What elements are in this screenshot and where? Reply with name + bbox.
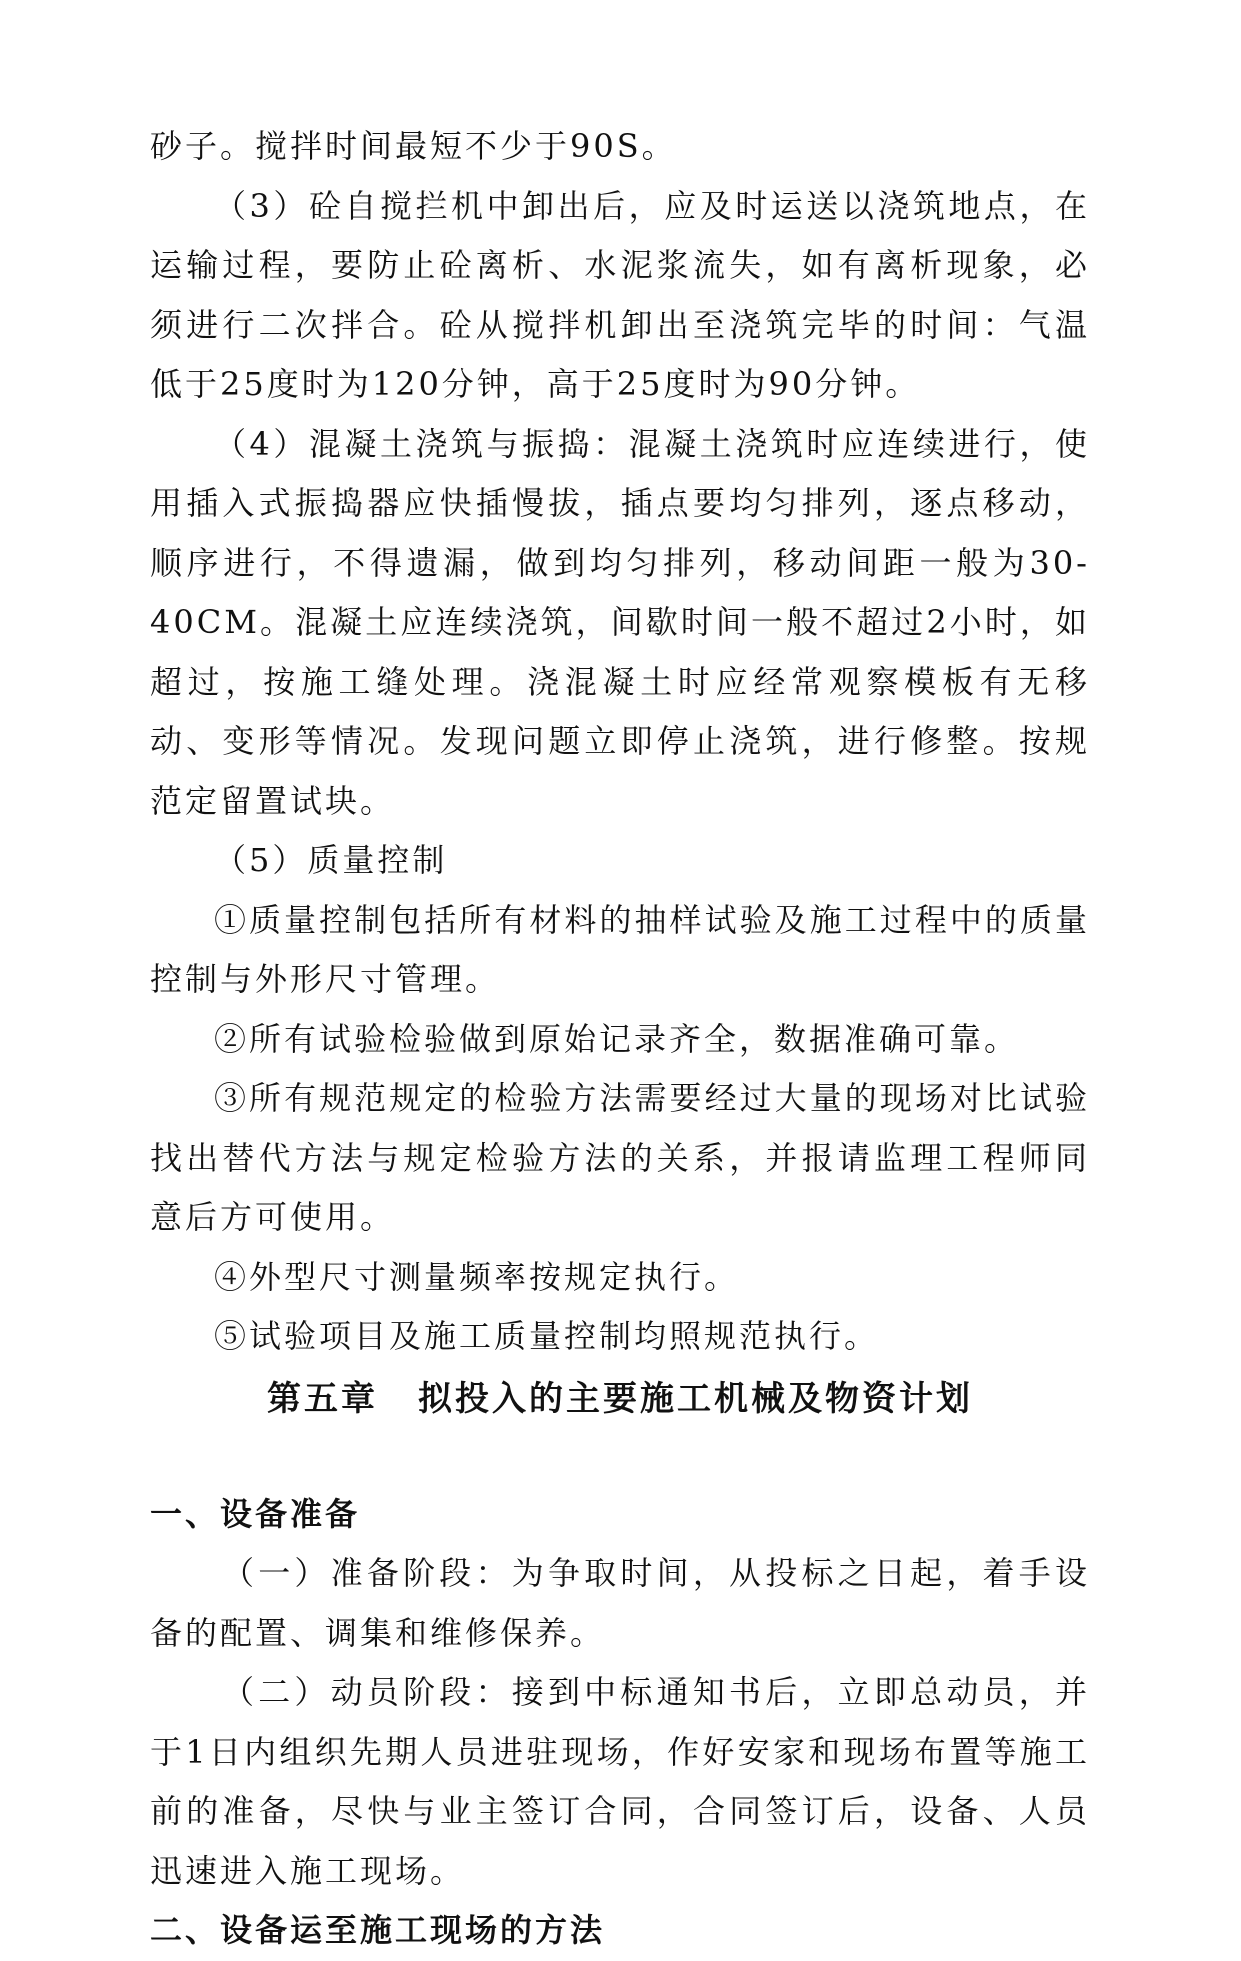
document-body (150, 117, 1090, 1961)
paragraph-concrete-transport: （3）砼自搅拦机中卸出后，应及时运送以浇筑地点，在运输过程，要防止砼离析、水泥浆流失，如有离析现象，必须进行二次拌合。砼从搅拌机卸出至浇筑完毕的时间：气温低于25度时为120分钟，高于25度时为90分钟。 (150, 186, 1090, 403)
chapter-number: 第五章 (267, 1378, 378, 1419)
paragraph-quality-item-5: ⑤试验项目及施工质量控制均照规范执行。 (214, 1317, 880, 1355)
section-heading-equipment-transport: 二、设备运至施工现场的方法 (150, 1911, 606, 1949)
paragraph-quality-item-1: ①质量控制包括所有材料的抽样试验及施工过程中的质量控制与外形尺寸管理。 (150, 900, 1090, 998)
paragraph-quality-item-3: ③所有规范规定的检验方法需要经过大量的现场对比试验找出替代方法与规定检验方法的关系，并报请监理工程师同意后方可使用。 (150, 1079, 1090, 1236)
paragraph-quality-control-heading: （5）质量控制 (214, 841, 448, 879)
section-heading-equipment-preparation: 一、设备准备 (150, 1494, 361, 1533)
chapter-name: 拟投入的主要施工机械及物资计划 (418, 1378, 973, 1419)
paragraph-pouring-vibration: （4）混凝土浇筑与振捣：混凝土浇筑时应连续进行，使用插入式振捣器应快插慢拔，插点要均匀排列，逐点移动，顺序进行，不得遗漏，做到均匀排列，移动间距一般为30-40CM。混凝土应连续浇筑，间歇时间一般不超过2小时，如超过，按施工缝处理。浇混凝土时应经常观察模板有无移动、变形等情况。发现问题立即停止浇筑，进行修整。按规范定留置试块。 (150, 424, 1090, 820)
paragraph-preparation-stage: （一）准备阶段：为争取时间，从投标之日起，着手设备的配置、调集和维修保养。 (150, 1554, 1090, 1652)
paragraph-sand-mixing: 砂子。搅拌时间最短不少于90S。 (150, 127, 677, 165)
paragraph-quality-item-2: ②所有试验检验做到原始记录齐全，数据准确可靠。 (214, 1019, 1020, 1058)
paragraph-quality-item-4: ④外型尺寸测量频率按规定执行。 (214, 1257, 740, 1296)
paragraph-mobilization-stage: （二）动员阶段：接到中标通知书后，立即总动员，并于1日内组织先期人员进驻现场，作好安家和现场布置等施工前的准备，尽快与业主签订合同，合同签订后，设备、人员迅速进入施工现场。 (150, 1673, 1090, 1890)
chapter-title (150, 1367, 1090, 1485)
